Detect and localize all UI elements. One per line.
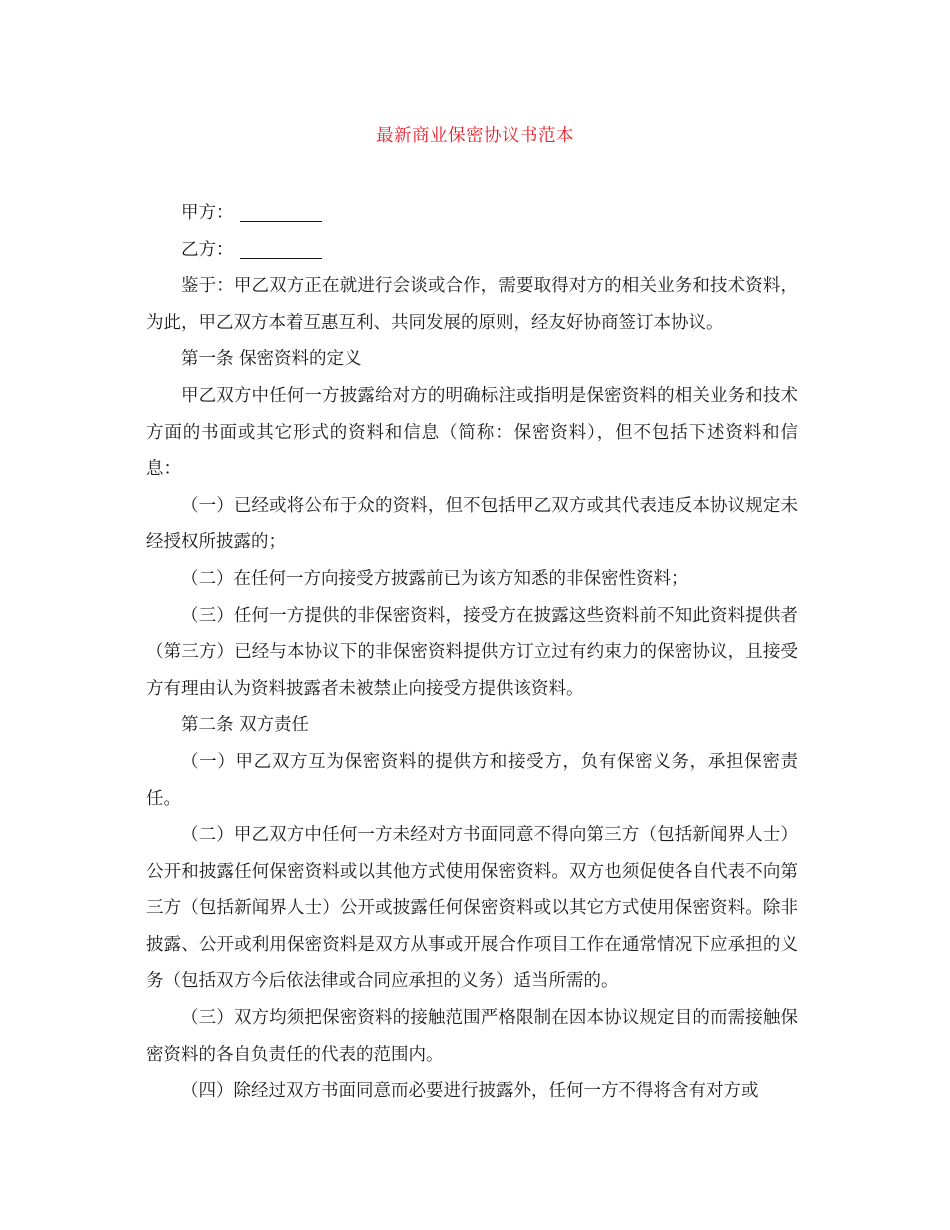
article-2-item-3: （三）双方均须把保密资料的接触范围严格限制在因本协议规定目的而需接触保密资料的各自负责任的代表的范围内。 <box>146 1008 798 1065</box>
party-a-blank <box>240 201 322 222</box>
document-title: 最新商业保密协议书范本 <box>376 126 574 146</box>
document-body <box>146 195 798 1110</box>
article-2-heading: 第二条 双方责任 <box>181 715 310 736</box>
party-b-line <box>146 232 798 269</box>
article-2-item-4: （四）除经过双方书面同意而必要进行披露外，任何一方不得将含有对方或 <box>181 1081 759 1102</box>
article-1-item-1: （一）已经或将公布于众的资料，但不包括甲乙双方或其代表违反本协议规定未经授权所披露的； <box>146 495 798 553</box>
party-b-label: 乙方： <box>181 239 234 260</box>
article-1-paragraph: 甲乙双方中任何一方披露给对方的明确标注或指明是保密资料的相关业务和技术方面的书面或其它形式的资料和信息（简称：保密资料），但不包括下述资料和信息： <box>146 385 798 480</box>
party-b-blank <box>240 238 322 259</box>
article-1-item-3: （三）任何一方提供的非保密资料，接受方在披露这些资料前不知此资料提供者（第三方）已经与本协议下的非保密资料提供方订立过有约束力的保密协议，且接受方有理由认为资料披露者未被禁止向接受方提供该资料。 <box>146 605 798 699</box>
article-2-item-1: （一）甲乙双方互为保密资料的提供方和接受方，负有保密义务，承担保密责任。 <box>146 751 798 809</box>
party-a-line <box>146 195 798 232</box>
article-2-item-2: （二）甲乙双方中任何一方未经对方书面同意不得向第三方（包括新闻界人士）公开和披露任何保密资料或以其他方式使用保密资料。双方也须促使各自代表不向第三方（包括新闻界人士）公开或披露任何保密资料或以其它方式使用保密资料。除非披露、公开或利用保密资料是双方从事或开展合作项目工作在通常情况下应承担的义务（包括双方今后依法律或合同应承担的义务）适当所需的。 <box>146 825 798 992</box>
article-1-item-2: （二）在任何一方向接受方披露前已为该方知悉的非保密性资料； <box>181 568 689 589</box>
article-1-heading: 第一条 保密资料的定义 <box>181 349 362 370</box>
recital-paragraph: 鉴于：甲乙双方正在就进行会谈或合作，需要取得对方的相关业务和技术资料，为此，甲乙双方本着互惠互利、共同发展的原则，经友好协商签订本协议。 <box>146 276 798 333</box>
party-a-label: 甲方： <box>181 203 234 223</box>
